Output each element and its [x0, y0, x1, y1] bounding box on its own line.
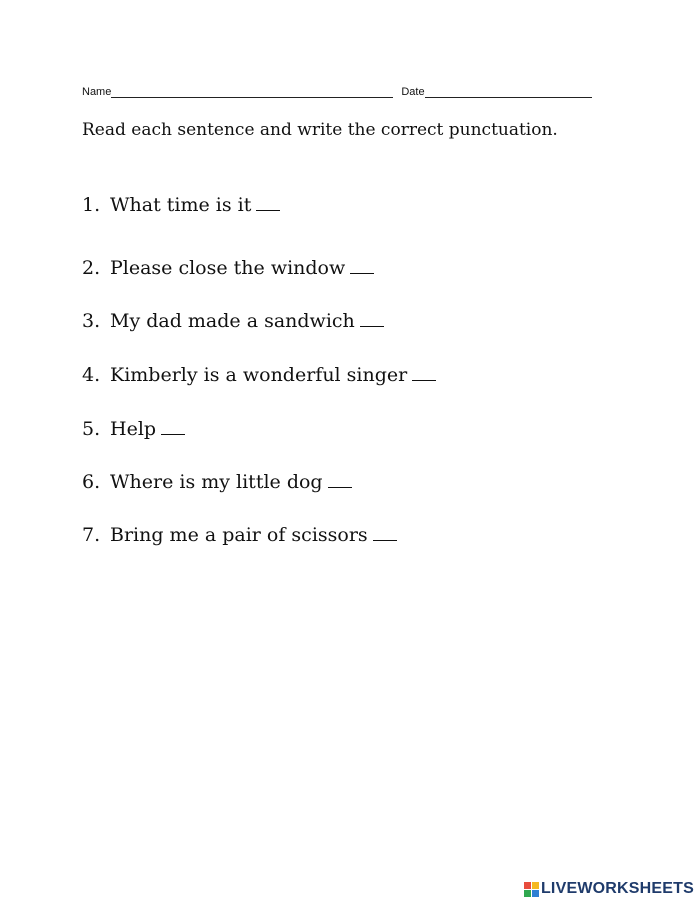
question-5: [82, 418, 185, 440]
name-label: Name: [82, 86, 112, 98]
question-number: 4.: [82, 364, 101, 386]
logo-text: LIVEWORKSHEETS: [540, 880, 694, 897]
question-4: [82, 364, 436, 386]
date-label: Date: [401, 86, 425, 98]
header-fields: [82, 82, 602, 98]
answer-blank[interactable]: [256, 209, 280, 211]
question-3: [82, 310, 384, 332]
date-field[interactable]: [425, 85, 592, 98]
answer-blank[interactable]: [350, 272, 374, 274]
answer-blank[interactable]: [412, 379, 436, 381]
name-field[interactable]: [111, 85, 393, 98]
question-number: 3.: [82, 310, 101, 332]
question-number: 6.: [82, 471, 101, 493]
question-text: Bring me a pair of scissors: [110, 524, 368, 546]
question-number: 5.: [82, 418, 101, 440]
question-6: [82, 471, 352, 493]
logo-icon: [524, 882, 539, 897]
question-2: [82, 257, 374, 279]
liveworksheets-logo: [524, 880, 694, 898]
question-text: What time is it: [110, 194, 252, 216]
question-number: 2.: [82, 257, 101, 279]
question-number: 1.: [82, 194, 101, 216]
answer-blank[interactable]: [360, 325, 384, 327]
instructions: Read each sentence and write the correct punctuation.: [82, 120, 558, 140]
question-text: Where is my little dog: [110, 471, 323, 493]
answer-blank[interactable]: [161, 433, 185, 435]
question-1: [82, 194, 280, 216]
answer-blank[interactable]: [373, 539, 397, 541]
question-text: Help: [110, 418, 157, 440]
question-number: 7.: [82, 524, 101, 546]
answer-blank[interactable]: [328, 486, 352, 488]
question-text: My dad made a sandwich: [110, 310, 355, 332]
question-7: [82, 524, 397, 546]
question-text: Kimberly is a wonderful singer: [110, 364, 408, 386]
question-text: Please close the window: [110, 257, 346, 279]
